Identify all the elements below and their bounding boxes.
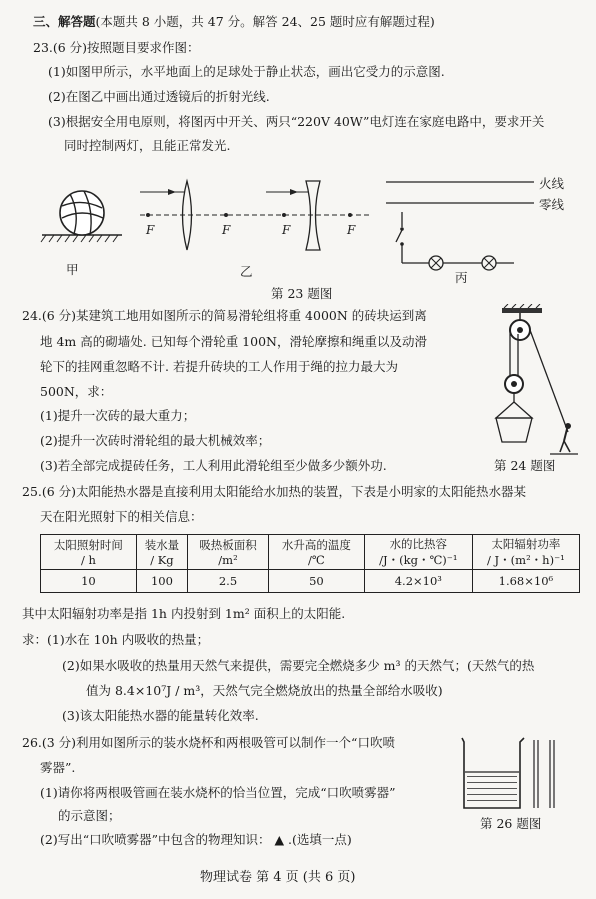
q26-line2: 雾器”.: [40, 760, 76, 775]
value-cell: 50: [268, 570, 364, 593]
value-cell: 2.5: [188, 570, 269, 593]
q23-stem: 23.(6 分)按照题目要求作图：: [33, 40, 200, 55]
q25-sub3: (3)该太阳能热水器的能量转化效率.: [62, 708, 259, 723]
q23-part3-line2: 同时控制两灯，且能正常发光.: [64, 138, 231, 153]
header-cell: 吸热板面积 /m²: [188, 535, 269, 570]
q25-sub2-line2: 值为 8.4×10⁷J / m³，天然气完全燃烧放出的热量全部给水吸收): [86, 683, 443, 698]
q24-line3: 轮下的挂网重忽略不计. 若提升砖块的工人作用于绳的拉力最大为: [40, 359, 398, 374]
q25-line2: 天在阳光照射下的相关信息：: [40, 509, 203, 524]
q23-part1: (1)如图甲所示，水平地面上的足球处于静止状态，画出它受力的示意图.: [48, 64, 445, 79]
header-cell: 装水量 / Kg: [136, 535, 187, 570]
value-cell: 10: [41, 570, 137, 593]
figure-jia-football: [40, 178, 130, 248]
header-cell: 太阳照射时间 / h: [41, 535, 137, 570]
figure-q24-pulley: [488, 304, 578, 459]
figure-q26-beaker: [458, 736, 568, 812]
neutral-wire-label: 零线: [539, 197, 565, 212]
q24-line1: 24.(6 分)某建筑工地用如图所示的简易滑轮组将重 4000N 的砖块运到离: [22, 308, 427, 323]
q26-sub1-line2: 的示意图；: [58, 808, 121, 823]
value-cell: 1.68×10⁶: [472, 570, 579, 593]
figure-bing-circuit: [380, 172, 540, 282]
section-title: 三、解答题: [33, 14, 96, 29]
q26-sub1-line1: (1)请你将两根吸管画在装水烧杯的恰当位置，完成“口吹喷雾器”: [40, 785, 396, 800]
q25-line1: 25.(6 分)太阳能热水器是直接利用太阳能给水加热的装置，下表是小明家的太阳能热水器某: [22, 484, 527, 499]
live-wire-label: 火线: [539, 176, 565, 191]
header-cell: 太阳辐射功率 / J・(m²・h)⁻¹: [472, 535, 579, 570]
value-cell: 4.2×10³: [364, 570, 472, 593]
q26-line1: 26.(3 分)利用如图所示的装水烧杯和两根吸管可以制作一个“口吹喷: [22, 735, 395, 750]
value-cell: 100: [136, 570, 187, 593]
q24-line2: 地 4m 高的砌墙处. 已知每个滑轮重 100N，滑轮摩擦和绳重以及动滑: [40, 334, 427, 349]
table-header-row: [41, 535, 580, 570]
q24-sub1: (1)提升一次砖的最大重力；: [40, 408, 196, 423]
q23-caption: 第 23 题图: [271, 286, 333, 301]
section-heading: [33, 14, 435, 30]
focus-label-3: F: [282, 223, 291, 237]
q24-caption: 第 24 题图: [494, 458, 556, 473]
q26-caption: 第 26 题图: [480, 816, 542, 831]
q26-sub2: (2)写出“口吹喷雾器”中包含的物理知识： ▲ .(选填一点): [40, 832, 352, 847]
q24-line4: 500N，求：: [40, 384, 113, 399]
header-cell: 水升高的温度 /℃: [268, 535, 364, 570]
focus-label-2: F: [222, 223, 231, 237]
q25-note: 其中太阳辐射功率是指 1h 内投射到 1m² 面积上的太阳能.: [22, 606, 346, 621]
page-footer: 物理试卷 第 4 页 (共 6 页): [200, 870, 356, 885]
section-note: (本题共 8 小题，共 47 分。解答 24、25 题时应有解题过程): [95, 14, 435, 29]
focus-label-4: F: [347, 223, 356, 237]
label-jia: 甲: [66, 262, 79, 277]
label-bing: 丙: [455, 270, 468, 285]
q25-sub2-line1: (2)如果水吸收的热量用天然气来提供，需要完全燃烧多少 m³ 的天然气；(天然气的热: [62, 658, 535, 673]
q24-sub3: (3)若全部完成提砖任务，工人利用此滑轮组至少做多少额外功.: [40, 458, 387, 473]
solar-data-table: [40, 534, 580, 593]
table-row: [41, 570, 580, 593]
figure-yi-lenses: [140, 176, 380, 256]
q23-part2: (2)在图乙中画出通过透镜后的折射光线.: [48, 89, 270, 104]
label-yi: 乙: [240, 264, 253, 279]
q24-sub2: (2)提升一次砖时滑轮组的最大机械效率；: [40, 433, 271, 448]
header-cell: 水的比热容 /J・(kg・℃)⁻¹: [364, 535, 472, 570]
q23-part3-line1: (3)根据安全用电原则，将图丙中开关、两只“220V 40W”电灯连在家庭电路中，要求开关: [48, 114, 545, 129]
q25-ask: 求：(1)水在 10h 内吸收的热量；: [22, 632, 210, 647]
focus-label-1: F: [146, 223, 155, 237]
